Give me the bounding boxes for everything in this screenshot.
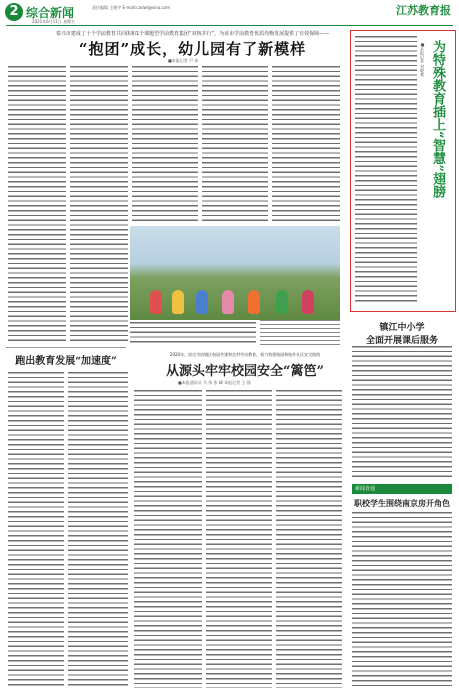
sidebar-title: 为特殊教育插上“智慧”翅膀 (430, 40, 445, 198)
text-column (68, 372, 128, 688)
section-title: 综合新闻 (26, 6, 75, 20)
text-column (206, 390, 272, 688)
sidebar-byline: ■本报记者 刘晓黎 (420, 42, 425, 77)
news-bar: 新闻直通 (352, 484, 452, 494)
masthead-logo: 江苏教育报 (396, 4, 451, 17)
text-column (276, 390, 342, 688)
second-headline: 从源头牢牢校园安全“篱笆” (166, 364, 324, 379)
text-column (352, 512, 452, 688)
second-byline: ■本报通讯员 马 伟 张 峰 本报记者 王 强 (178, 380, 251, 385)
text-column (132, 66, 198, 221)
right-title-line2: 全面开展课后服务 (365, 336, 438, 346)
main-subhead: 泰兴市建成了十个学前教育共同体和1个课题型学前教育集团“双核并行”，为该市学前教育优质均衡发展提供了有效保障—— (55, 31, 330, 37)
section-rule (6, 347, 126, 348)
header-rule (6, 25, 453, 26)
text-column (8, 66, 66, 342)
text-column (70, 66, 128, 342)
page-header (0, 0, 459, 26)
right-title-line1: 镇江中小学 (379, 323, 425, 333)
text-column (134, 390, 202, 688)
text-column (130, 322, 256, 346)
main-headline: “抱团”成长，幼儿园有了新模样 (78, 40, 307, 58)
text-column (8, 372, 64, 688)
page-number: 2 (5, 3, 23, 21)
text-column (352, 346, 452, 480)
children-photo (130, 226, 340, 320)
editor-meta: 责任编辑 王晓宇 E-mail:cadwl@sina.com (92, 5, 170, 10)
left-box-headline: 跑出教育发展“加速度” (15, 356, 117, 367)
issue-date: 2021年6月11日 星期五 (32, 19, 76, 24)
text-column (355, 36, 417, 304)
text-column (272, 66, 340, 221)
left-box-header (6, 352, 126, 370)
right-story-title-2: 职校学生围绕南京房开角色 (354, 499, 450, 508)
main-byline: ■本报记者 尹 冰 (168, 58, 199, 63)
text-column (202, 66, 268, 221)
photo-caption (260, 320, 340, 346)
second-subhead: 2020年，宿迁市宿城区校园共建和农村劳动教育，着力构建校园和校外社区安全防线 (169, 352, 321, 357)
right-story-title (352, 320, 452, 346)
